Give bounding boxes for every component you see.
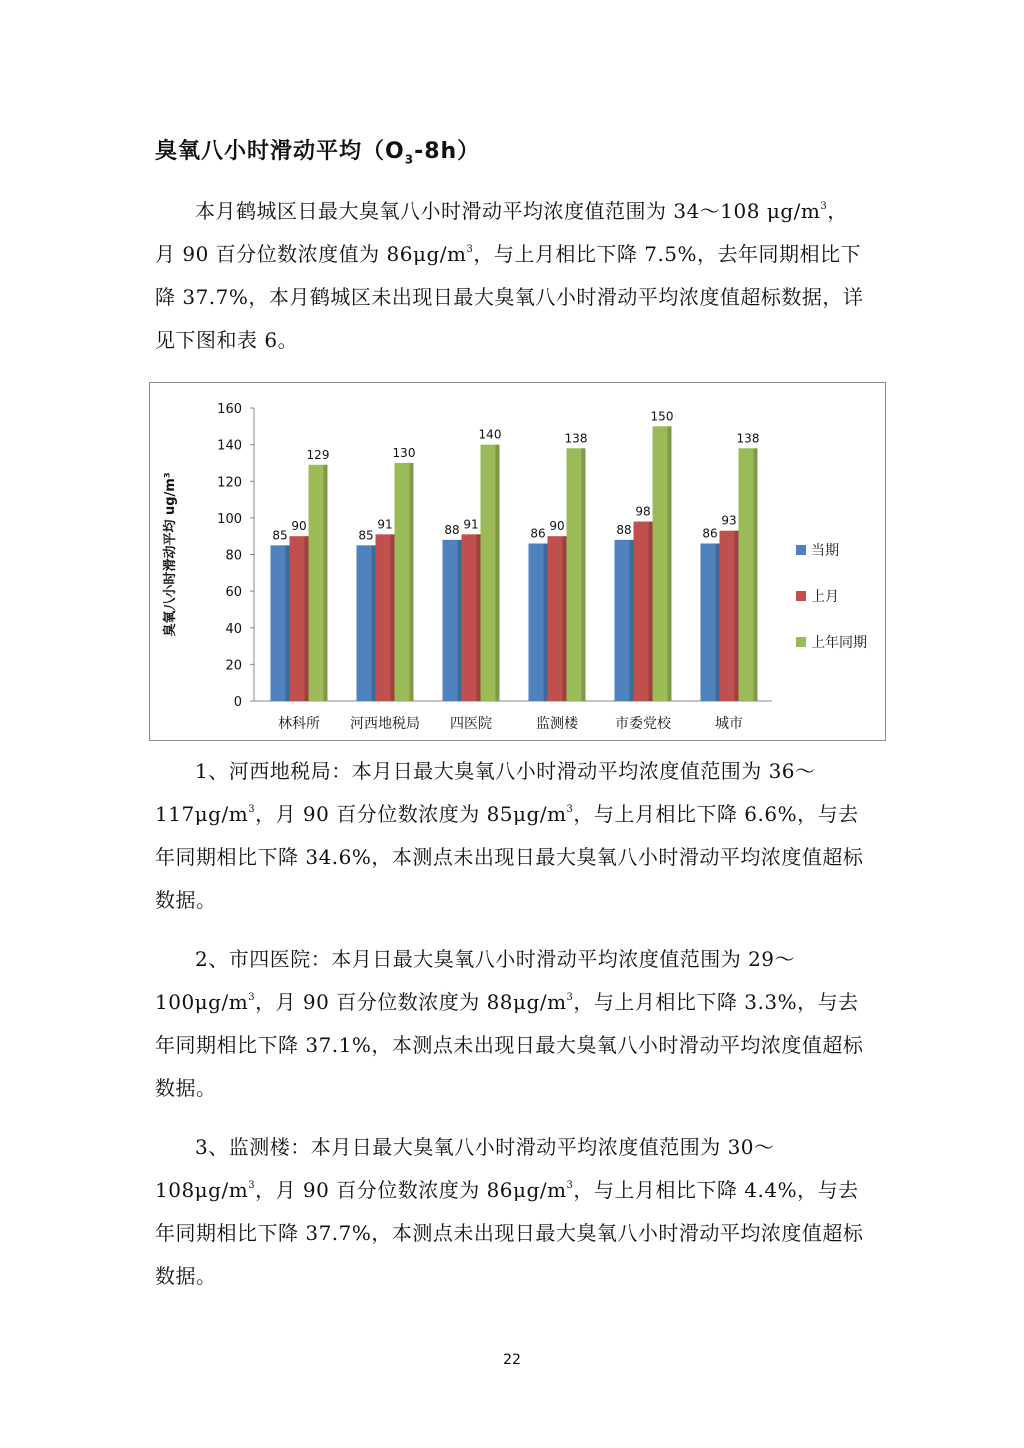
x-tick-label: 市委党校	[615, 716, 671, 732]
station-3-text-1: 3、监测楼：本月日最大臭氧八小时滑动平均浓度值范围为 30～108μg/m	[155, 1135, 775, 1202]
data-label: 91	[377, 517, 393, 532]
unit-superscript: 3	[566, 1180, 574, 1191]
x-tick-label: 河西地税局	[350, 716, 420, 732]
y-axis-title: 臭氧八小时滑动平均 ug/m³	[163, 472, 178, 637]
bar-shade	[286, 545, 290, 701]
station-2-text-2: ，月 90 百分位数浓度为 88μg/m	[255, 990, 567, 1014]
page-number: 22	[503, 1352, 521, 1368]
bar-shade	[563, 536, 567, 701]
y-tick-label: 120	[217, 475, 242, 491]
bar-shade	[735, 531, 739, 701]
intro-paragraph	[155, 190, 865, 362]
station-2-text-3: ，与上月相比下降 3.3%，与去年同期相比下降 37.1%，本测点未出现日最大臭氧八小时滑动平均浓度值超标数据。	[155, 990, 864, 1100]
legend-label: 当期	[811, 543, 839, 559]
legend-swatch	[796, 591, 806, 601]
data-label: 150	[650, 409, 674, 424]
data-label: 93	[721, 513, 737, 528]
legend-swatch	[796, 637, 806, 647]
bar-shade	[391, 534, 395, 701]
bar-shade	[544, 544, 548, 701]
bar-shade	[496, 445, 500, 701]
data-label: 140	[478, 427, 502, 442]
data-label: 88	[616, 522, 632, 537]
x-tick-label: 四医院	[450, 716, 492, 732]
unit-superscript: 3	[248, 1180, 256, 1191]
bar-shade	[372, 545, 376, 701]
y-tick-label: 160	[217, 402, 242, 417]
data-label: 86	[702, 526, 718, 541]
bar-shade	[649, 522, 653, 701]
data-label: 90	[549, 519, 565, 534]
y-tick-label: 60	[225, 585, 242, 601]
x-tick-label: 林科所	[278, 716, 320, 732]
legend-label: 上月	[811, 589, 839, 605]
y-tick-label: 40	[225, 621, 242, 637]
y-tick-label: 20	[225, 658, 242, 674]
data-label: 90	[291, 519, 307, 534]
bar-shade	[410, 463, 414, 701]
y-tick-label: 100	[217, 511, 242, 527]
intro-text-1: 本月鹤城区日最大臭氧八小时滑动平均浓度值范围为 34～108 μg/m	[195, 199, 821, 223]
bar-shade	[668, 426, 672, 701]
data-label: 86	[530, 526, 546, 541]
station-paragraph-3	[155, 1126, 865, 1298]
section-heading-subscript: 3	[404, 152, 415, 167]
data-label: 129	[306, 447, 330, 462]
bar-shade	[324, 465, 328, 701]
data-label: 91	[463, 517, 479, 532]
unit-superscript: 3	[566, 804, 574, 815]
station-1-text-3: ，与上月相比下降 6.6%，与去年同期相比下降 34.6%，本测点未出现日最大臭氧八小时滑动平均浓度值超标数据。	[155, 802, 864, 912]
station-paragraph-1	[155, 750, 865, 922]
x-tick-label: 监测楼	[536, 716, 578, 732]
station-1-text-1: 1、河西地税局：本月日最大臭氧八小时滑动平均浓度值范围为 36～117μg/m	[155, 759, 816, 826]
bar-shade	[630, 540, 634, 701]
bar-shade	[458, 540, 462, 701]
intro-text-2: ，月 90 百分位数浓度值为 86μg/m	[155, 199, 848, 266]
bar-shade	[305, 536, 309, 701]
data-label: 88	[444, 522, 460, 537]
unit-superscript: 3	[466, 244, 474, 255]
bar-shade	[716, 544, 720, 701]
ozone-bar-chart	[149, 382, 886, 741]
data-label: 85	[272, 528, 288, 543]
x-tick-label: 城市	[715, 716, 743, 732]
data-label: 138	[736, 431, 760, 446]
intro-text-3: ，与上月相比下降 7.5%，去年同期相比下降 37.7%，本月鹤城区未出现日最大臭氧八小时滑动平均浓度值超标数据，详见下图和表 6。	[155, 242, 864, 352]
legend-label: 上年同期	[811, 635, 867, 651]
unit-superscript: 3	[566, 992, 574, 1003]
section-heading-tail: -8h）	[414, 139, 481, 164]
unit-superscript: 3	[248, 804, 256, 815]
station-3-text-3: ，与上月相比下降 4.4%，与去年同期相比下降 37.7%，本测点未出现日最大臭氧八小时滑动平均浓度值超标数据。	[155, 1178, 864, 1288]
legend-swatch	[796, 545, 806, 555]
bar-shade	[582, 448, 586, 701]
station-3-text-2: ，月 90 百分位数浓度为 86μg/m	[255, 1178, 567, 1202]
data-label: 130	[392, 445, 416, 460]
bar-shade	[477, 534, 481, 701]
y-tick-label: 140	[217, 438, 242, 454]
y-tick-label: 0	[233, 695, 242, 710]
section-heading	[155, 134, 480, 166]
chart-canvas	[150, 383, 887, 742]
station-1-text-2: ，月 90 百分位数浓度为 85μg/m	[255, 802, 567, 826]
data-label: 98	[635, 504, 651, 519]
station-paragraph-2	[155, 938, 865, 1110]
station-2-text-1: 2、市四医院：本月日最大臭氧八小时滑动平均浓度值范围为 29～100μg/m	[155, 947, 796, 1014]
y-tick-label: 80	[225, 548, 242, 564]
data-label: 85	[358, 528, 374, 543]
unit-superscript: 3	[820, 201, 828, 212]
data-label: 138	[564, 431, 588, 446]
unit-superscript: 3	[248, 992, 256, 1003]
section-heading-text: 臭氧八小时滑动平均（O	[155, 139, 405, 164]
bar-shade	[754, 448, 758, 701]
